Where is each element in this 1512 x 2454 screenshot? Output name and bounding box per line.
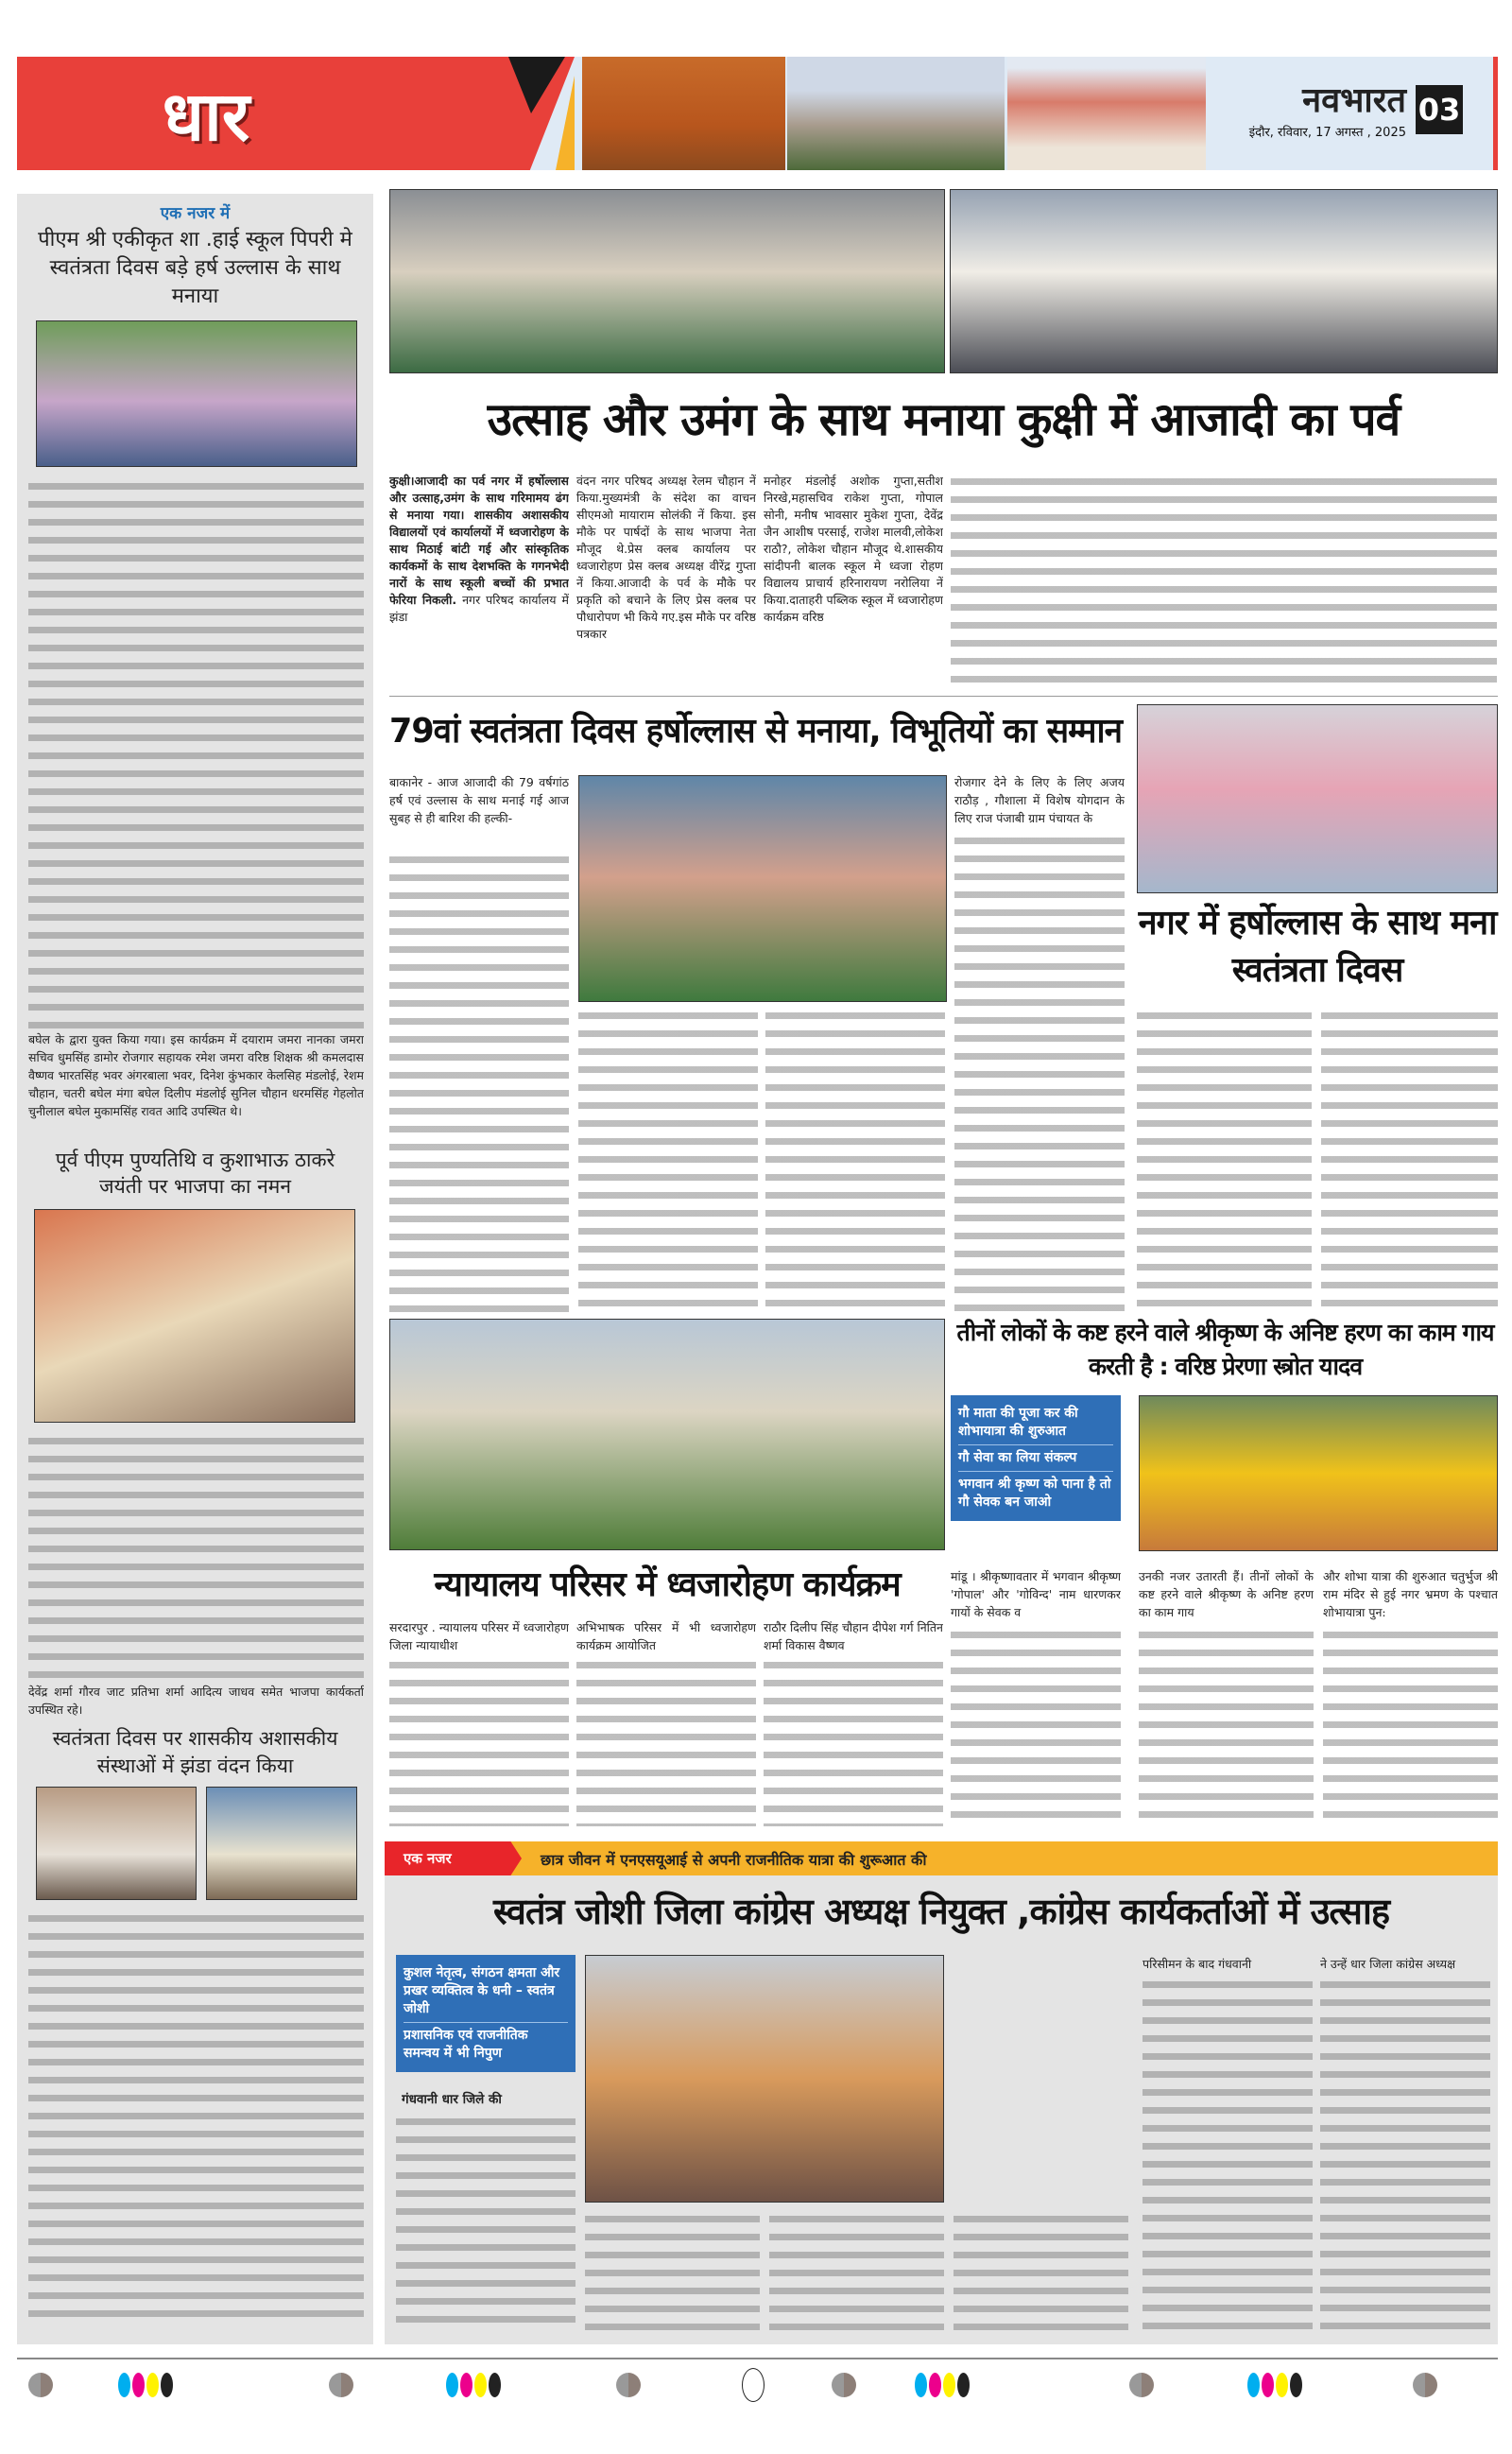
headline-court: न्यायालय परिसर में ध्वजारोहण कार्यक्रम bbox=[434, 1565, 901, 1604]
kukshi-lead bbox=[389, 473, 569, 692]
highlight-1: गौ माता की पूजा कर की शोभायात्रा की शुरुआत bbox=[958, 1401, 1113, 1445]
highlight-leadership: कुशल नेतृत्व, संगठन क्षमता और प्रखर व्यक्तित्व के धनी – स्वतंत्र जोशी bbox=[404, 1961, 568, 2023]
kicker: एक नजर में bbox=[160, 204, 231, 223]
highlight-2: गौ सेवा का लिया संकल्प bbox=[958, 1445, 1113, 1472]
gray-balance-mark bbox=[28, 2373, 53, 2397]
headline-mandu: तीनों लोकों के कष्ट हरने वाले श्रीकृष्ण के अनिष्ट हरण का काम गाय करती है : वरिष्ठ प्रेरणा स्त्रोत यादव bbox=[956, 1319, 1494, 1380]
strap-line: छात्र जीवन में एनएसयूआई से अपनी राजनीतिक यात्रा की शुरूआत की bbox=[541, 1851, 927, 1869]
footer-rule bbox=[17, 2358, 1498, 2359]
court-col1: सरदारपुर . न्यायालय परिसर में ध्वजारोहण जिला न्यायाधीश bbox=[389, 1620, 569, 1652]
left-column bbox=[17, 194, 373, 2344]
header-photo-ghat bbox=[582, 57, 785, 170]
congress-lead: गंधवानी धार जिले की bbox=[402, 2092, 502, 2107]
mandu-col2: उनकी नजर उतारती हैं। तीनों लोकों के कष्ट हरने वाले श्रीकृष्ण के अनिष्ट हरण का काम गाय bbox=[1139, 1569, 1314, 1619]
congress-highlights bbox=[396, 1955, 576, 2072]
headline-tanda: नगर में हर्षोल्लास के साथ मना स्वतंत्रता दिवस bbox=[1138, 904, 1497, 990]
header-photo-palace bbox=[1007, 57, 1206, 170]
crosshair-icon bbox=[742, 2368, 765, 2402]
photo-tanda bbox=[1137, 704, 1498, 893]
headline-bjp-tribute: पूर्व पीएम पुण्यतिथि व कुशाभाऊ ठाकरे जयंती पर भाजपा का नमन bbox=[55, 1149, 335, 1198]
header-photo-fort bbox=[787, 57, 1005, 170]
page-number: 03 bbox=[1416, 85, 1463, 134]
kicker-ek-nazar bbox=[385, 1841, 1498, 1875]
kukshi-lead-text: कुक्षी।आजादी का पर्व नगर में हर्षोल्लास और उत्साह,उमंग के साथ गरिमामय ढंग से मनाया गया। शासकीय अशासकीय विद्यालयों एवं कार्यालयों में ध्वजारोहण के साथ मिठाई बांटी गई और सांस्कृतिक कार्यकमों के साथ देशभक्ति के गगनभेदी नारों के साथ स्कूली बच्चों की प्रभात फेरिया निकली. bbox=[389, 474, 569, 607]
headline-bakaner: 79वां स्वतंत्रता दिवस हर्षोल्लास से मनाया, विभूतियों का सम्मान bbox=[389, 712, 1122, 751]
photo-bakaner-1 bbox=[578, 775, 947, 1002]
highlight-3: भगवान श्री कृष्ण को पाना है तो गौ सेवक बन जाओ bbox=[958, 1477, 1111, 1510]
headline-flag-hoisting: स्वतंत्रता दिवस पर शासकीय अशासकीय संस्थाओं में झंडा वंदन किया bbox=[52, 1727, 338, 1777]
congress-story bbox=[385, 1841, 1498, 2344]
photo-flag-2 bbox=[206, 1787, 357, 1900]
masthead bbox=[17, 57, 1498, 170]
mandu-highlights bbox=[951, 1395, 1121, 1521]
photo-swatantra-joshi bbox=[585, 1955, 944, 2203]
section-title: धार bbox=[162, 77, 250, 156]
kicker-label: एक नजर bbox=[404, 1850, 452, 1867]
headline-congress: स्वतंत्र जोशी जिला कांग्रेस अध्यक्ष नियुक्त ,कांग्रेस कार्यकर्ताओं में उत्साह bbox=[492, 1891, 1390, 1932]
newspaper-name: नवभारत bbox=[1302, 81, 1406, 120]
kukshi-col1-tail: नगर परिषद कार्यालय में झंडा bbox=[389, 593, 569, 624]
mandu-col1: मांडू । श्रीकृष्णावतार में भगवान श्रीकृष्ण 'गोपाल' और 'गोविन्द' नाम धारणकर गायों के सेवक व bbox=[951, 1569, 1121, 1619]
photo-pipri-school bbox=[36, 320, 357, 467]
kukshi-col2: वंदन नगर परिषद अध्यक्ष रेलम चौहान नें किया.मुख्यमंत्री के संदेश का वाचन सीएमओ मायाराम सोलंकी नें किया. इस मौके पर पार्षदों के साथ भाजपा नेता मौजूद थे.प्रेस क्लब कार्यालय पर ध्वजारोहण प्रेस क्लब अध्यक्ष वीरेंद्र गुप्ता नें किया.आजादी के पर्व के मौके पर प्रकृति को बचाने के लिए प्रेस क्लब पर पौधारोपण भी किये गए.इस मौके पर वरिष्ठ पत्रकार bbox=[576, 474, 756, 641]
court-col2: अभिभाषक परिसर में भी ध्वजारोहण कार्यक्रम आयोजित bbox=[576, 1620, 756, 1652]
photo-bjp-tribute bbox=[34, 1209, 355, 1423]
kukshi-col3: मनोहर मंडलोई अशोक गुप्ता,सतीश निरखे,महासचिव राकेश गुप्ता, गोपाल सोनी, मनीष भावसार मुकेश गुप्ता, देवेंद्र जैन आशीष परसाई, राजेश मालवी,लोकेश राठौ?, लोकेश चौहान मौजूद थे.शासकीय सांदीपनी बालक स्कूल मे ध्वजा रोहण विद्यालय प्राचार्य हरिनारायण नरोलिया नें किया.दाताहरी पब्लिक स्कूल में ध्वजारोहण कार्यक्रम वरिष्ठ bbox=[764, 474, 943, 624]
photo-kukshi-school bbox=[389, 189, 945, 373]
text-bjp-end: देवेंद्र शर्मा गौरव जाट प्रतिभा शर्मा आदित्य जाधव समेत भाजपा कार्यकर्ता उपस्थित रहे। bbox=[28, 1685, 364, 1717]
highlight-coordination: प्रशासनिक एवं राजनीतिक समन्वय में भी निपुण bbox=[404, 2028, 528, 2061]
photo-mandu-procession bbox=[1139, 1395, 1498, 1551]
headline-pipri: पीएम श्री एकीकृत शा .हाई स्कूल पिपरी मे स्वतंत्रता दिवस बड़े हर्ष उल्लास के साथ मनाया bbox=[38, 228, 352, 308]
photo-flag-1 bbox=[36, 1787, 197, 1900]
congress-right-col: परिसीमन के बाद गंधवानी bbox=[1143, 1957, 1252, 1971]
bakaner-right: रोजगार देने के लिए के लिए अजय राठौड़ , गौशाला में विशेष योगदान के लिए राज पंजाबी ग्राम पंचायत के bbox=[954, 775, 1125, 825]
text-pipri-end: बघेल के द्वारा युक्त किया गया। इस कार्यक्रम में दयाराम जमरा नानका जमरा सचिव धुमसिंह डामोर रोजगार सहायक रमेश जमरा वरिष्ठ शिक्षक श्री कमलदास वैष्णव भारतसिंह भवर अंगरबाला भवर, दिनेश कुंभकार केलसिह मंडलोई, रेशम चौहान, चतरी बघेल मंगा बघेल दिलीप मंडलोई सुनिल चौहान धरमसिंह गेहलोत चुनीलाल बघेल मुकामसिंह रावत आदि उपस्थित थे। bbox=[28, 1032, 364, 1118]
congress-far-right: ने उन्हें धार जिला कांग्रेस अध्यक्ष bbox=[1320, 1957, 1456, 1971]
photo-court-flag bbox=[389, 1319, 945, 1550]
bakaner-lead: बाकानेर - आज आजादी की 79 वर्षगांठ हर्ष एवं उल्लास के साथ मनाई गई आज सुबह से ही बारिश की हल्की- bbox=[389, 775, 569, 825]
headline-kukshi: उत्साह और उमंग के साथ मनाया कुक्षी में आजादी का पर्व bbox=[487, 393, 1400, 446]
dateline: इंदौर, रविवार, 17 अगस्त , 2025 bbox=[1248, 126, 1406, 140]
mandu-col3: और शोभा यात्रा की शुरुआत चतुर्भुज श्री राम मंदिर से हुई नगर भ्रमण के पश्चात शोभायात्रा पुन: bbox=[1323, 1569, 1498, 1619]
court-col3: राठौर दिलीप सिंह चौहान दीपेश गर्ग नितिन शर्मा विकास वैष्णव bbox=[764, 1620, 943, 1652]
photo-kukshi-officials bbox=[950, 189, 1498, 373]
